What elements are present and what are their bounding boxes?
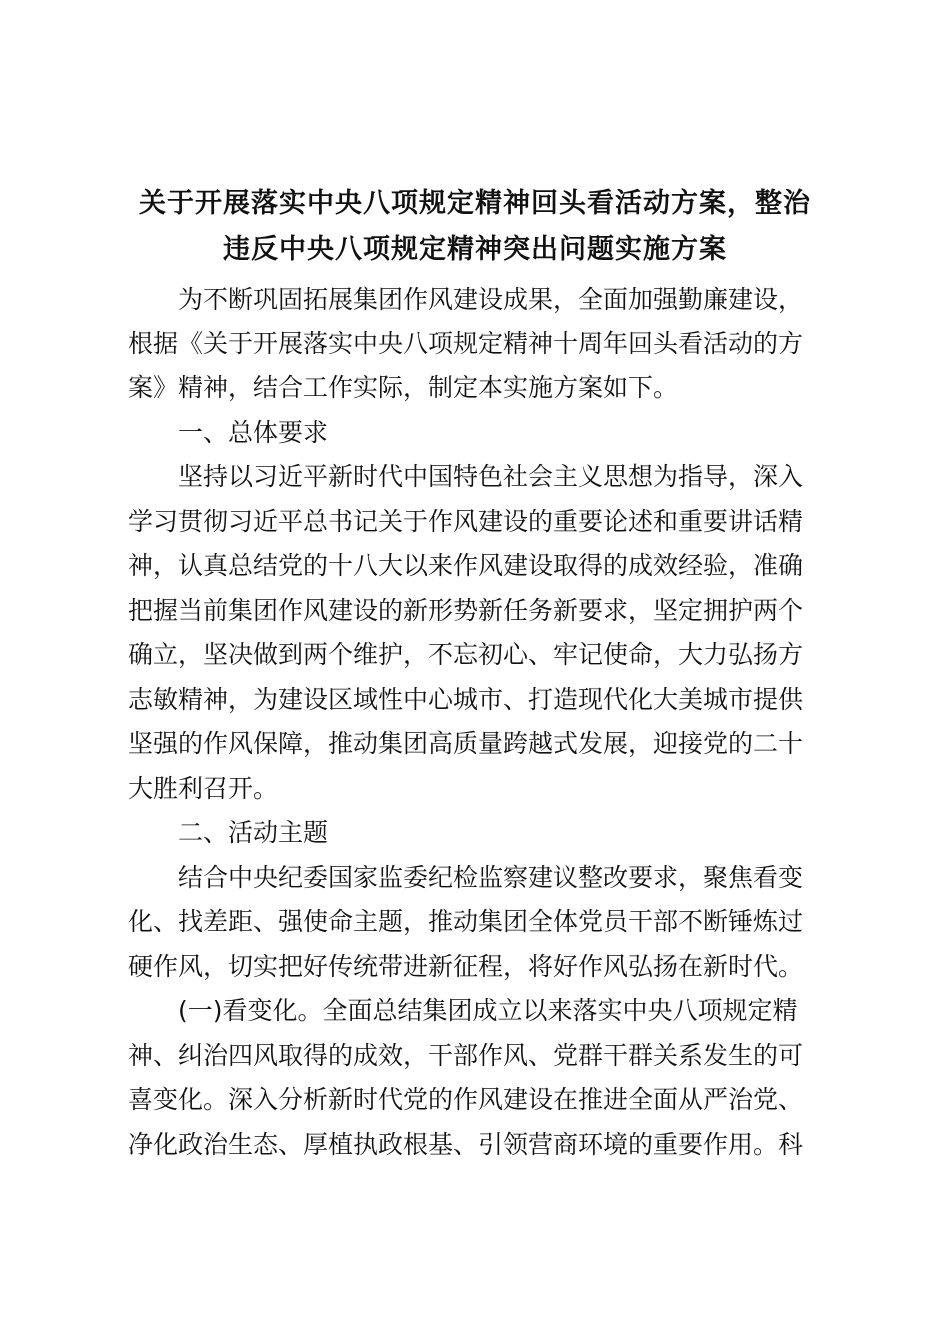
body-line: 案》精神，结合工作实际，制定本实施方案如下。 <box>128 373 679 402</box>
body-line: 坚强的作风保障，推动集团高质量跨越式发展，迎接党的二十 <box>128 729 804 758</box>
body-line: (一)看变化。全面总结集团成立以来落实中央八项规定精 <box>178 996 798 1025</box>
body-line: 化、找差距、强使命主题，推动集团全体党员干部不断锤炼过 <box>128 907 804 936</box>
body-line: 为不断巩固拓展集团作风建设成果，全面加强勤廉建设， <box>178 285 804 314</box>
body-line: 神，认真总结党的十八大以来作风建设取得的成效经验，准确 <box>128 551 804 580</box>
body-line: 志敏精神，为建设区域性中心城市、打造现代化大美城市提供 <box>128 685 804 714</box>
body-line: 神、纠治四风取得的成效，干部作风、党群干群关系发生的可 <box>128 1041 804 1070</box>
section-heading: 一、总体要求 <box>178 418 329 447</box>
title-line-1: 关于开展落实中央八项规定精神回头看活动方案，整治 <box>139 188 811 219</box>
body-line: 确立，坚决做到两个维护，不忘初心、牢记使命，大力弘扬方 <box>128 640 804 669</box>
body-line: 喜变化。深入分析新时代党的作风建设在推进全面从严治党、 <box>128 1085 804 1114</box>
body-line: 学习贯彻习近平总书记关于作风建设的重要论述和重要讲话精 <box>128 507 804 536</box>
body-line: 硬作风，切实把好传统带进新征程，将好作风弘扬在新时代。 <box>128 952 804 981</box>
title-line-2: 违反中央八项规定精神突出问题实施方案 <box>223 234 727 265</box>
body-line: 净化政治生态、厚植执政根基、引领营商环境的重要作用。科 <box>128 1130 804 1159</box>
body-line: 根据《关于开展落实中央八项规定精神十周年回头看活动的方 <box>128 329 804 358</box>
section-heading: 二、活动主题 <box>178 818 329 847</box>
body-line: 大胜利召开。 <box>128 774 279 803</box>
body-line: 坚持以习近平新时代中国特色社会主义思想为指导，深入 <box>178 462 804 491</box>
body-line: 把握当前集团作风建设的新形势新任务新要求，坚定拥护两个 <box>128 596 804 625</box>
body-line: 结合中央纪委国家监委纪检监察建议整改要求，聚焦看变 <box>178 863 804 892</box>
